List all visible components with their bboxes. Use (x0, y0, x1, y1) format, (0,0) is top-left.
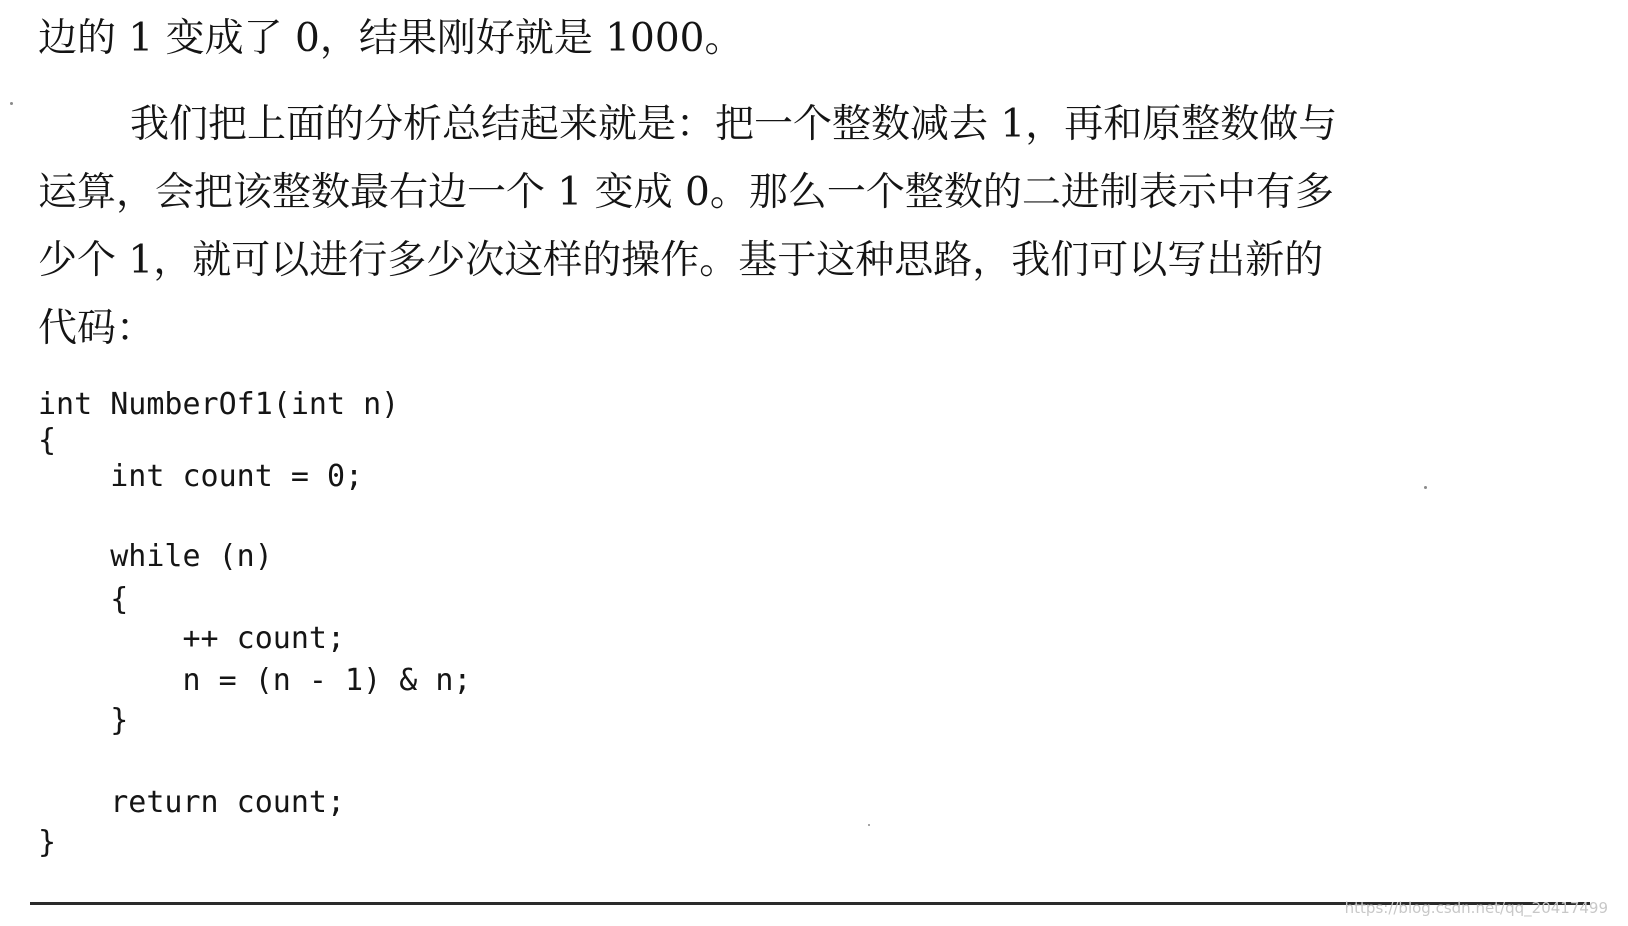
code-line: { (38, 423, 57, 458)
scan-speck (10, 102, 13, 105)
scan-speck (1424, 486, 1427, 489)
code-line: ++ count; (38, 621, 346, 656)
code-line: n = (n - 1) & n; (38, 663, 472, 698)
text-line-5: 代码： (38, 306, 156, 351)
scan-speck (868, 824, 870, 826)
code-line: int NumberOf1(int n) (38, 387, 400, 422)
code-line: int count = 0; (38, 459, 364, 494)
code-line: } (38, 703, 129, 738)
text-line-3: 运算，会把该整数最右边一个 1 变成 0。那么一个整数的二进制表示中有多 (38, 170, 1334, 215)
text-line-1: 边的 1 变成了 0，结果刚好就是 1000。 (38, 16, 744, 61)
watermark: https://blog.csdn.net/qq_20417499 (1344, 899, 1608, 917)
text-line-2: 我们把上面的分析总结起来就是：把一个整数减去 1，再和原整数做与 (130, 102, 1338, 147)
text-line-4: 少个 1，就可以进行多少次这样的操作。基于这种思路，我们可以写出新的 (38, 238, 1324, 283)
code-line: while (n) (38, 539, 273, 574)
code-line: } (38, 825, 57, 860)
code-line: { (38, 582, 129, 617)
code-line: return count; (38, 785, 346, 820)
